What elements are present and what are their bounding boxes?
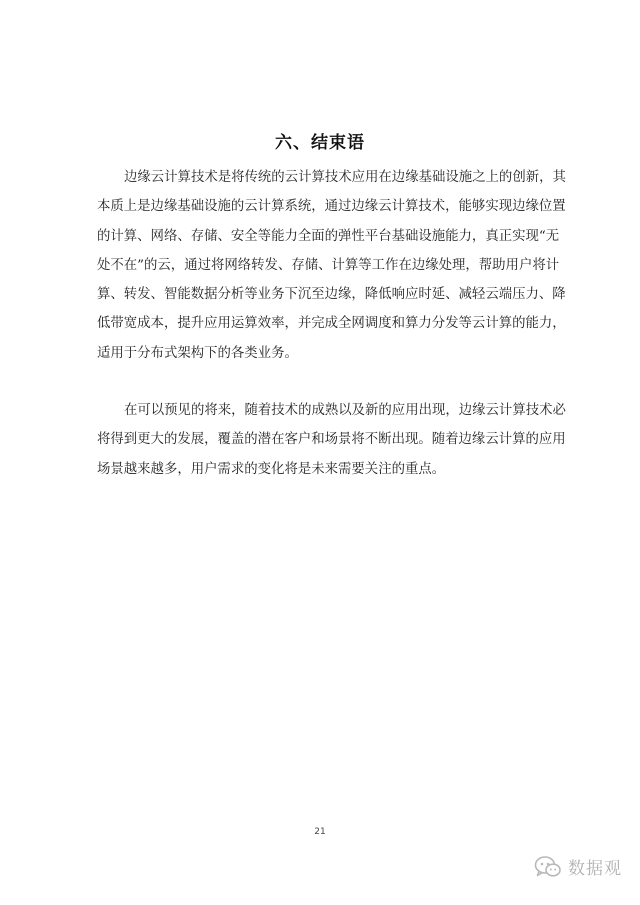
paragraph-line: 算、转发、智能数据分析等业务下沉至边缘，降低响应时延、减轻云端压力、降 (97, 287, 566, 303)
watermark (534, 854, 622, 879)
paragraph-line: 将得到更大的发展，覆盖的潜在客户和场景将不断出现。随着边缘云计算的应用 (97, 432, 566, 448)
wechat-icon (534, 855, 562, 879)
paragraph-2 (97, 396, 566, 484)
paragraph-line: 本质上是边缘基础设施的云计算系统，通过边缘云计算技术，能够实现边缘位置 (97, 199, 566, 215)
paragraph-line: 边缘云计算技术是将传统的云计算技术应用在边缘基础设施之上的创新，其 (124, 170, 566, 185)
paragraph-line: 的计算、网络、存储、安全等能力全面的弹性平台基础设施能力，真正实现“无 (97, 228, 560, 244)
paragraph-line: 场景越来越多，用户需求的变化将是未来需要关注的重点。 (97, 461, 446, 477)
paragraph-1 (97, 163, 566, 368)
watermark-text: 数据观 (568, 859, 622, 879)
section-title: 六、结束语 (275, 133, 365, 153)
paragraph-line: 在可以预见的将来，随着技术的成熟以及新的应用出现，边缘云计算技术必 (124, 403, 566, 418)
page-number: 21 (314, 827, 326, 837)
paragraph-line: 适用于分布式架构下的各类业务。 (97, 345, 298, 361)
paragraph-line: 处不在”的云，通过将网络转发、存储、计算等工作在边缘处理，帮助用户将计 (97, 257, 560, 273)
paragraph-line: 低带宽成本，提升应用运算效率，并完成全网调度和算力分发等云计算的能力， (97, 316, 566, 332)
